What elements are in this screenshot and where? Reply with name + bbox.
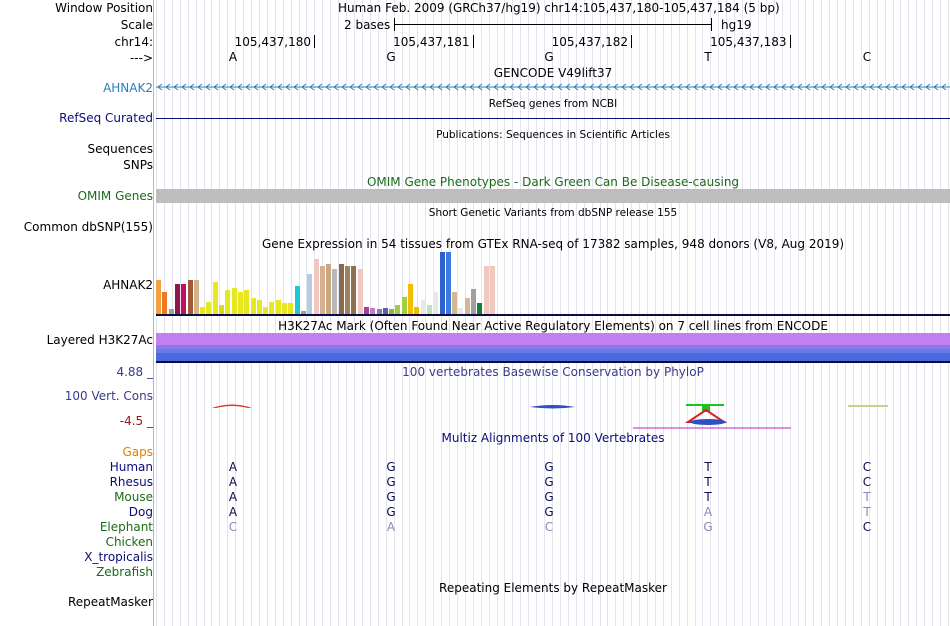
multiz-track-title: Multiz Alignments of 100 Vertebrates xyxy=(441,431,665,445)
gaps-label[interactable]: Gaps xyxy=(122,445,153,459)
scale-bar xyxy=(394,24,711,25)
aligned-base: G xyxy=(386,490,396,504)
gtex-tissue-bar[interactable] xyxy=(307,274,312,314)
species-label[interactable]: X_tropicalis xyxy=(84,550,153,564)
reference-base: C xyxy=(862,50,872,64)
gencode-track-title: GENCODE V49lift37 xyxy=(493,66,613,80)
gtex-tissue-bar[interactable] xyxy=(213,282,218,314)
gtex-tissue-bar[interactable] xyxy=(219,305,224,314)
aligned-base: C xyxy=(544,520,554,534)
gtex-tissue-bar[interactable] xyxy=(162,292,167,314)
refseq-track-label[interactable]: RefSeq Curated xyxy=(59,111,153,125)
gtex-tissue-bar[interactable] xyxy=(225,290,230,314)
aligned-base: A xyxy=(228,475,238,489)
aligned-base: G xyxy=(544,475,554,489)
h3k27ac-layer-1 xyxy=(156,333,950,345)
gtex-tissue-bar[interactable] xyxy=(326,264,331,314)
aligned-base: G xyxy=(544,505,554,519)
gtex-tissue-bar[interactable] xyxy=(276,300,281,314)
aligned-base: T xyxy=(704,460,712,474)
cons-bar-t xyxy=(686,404,724,406)
gtex-tissue-bar[interactable] xyxy=(364,307,369,314)
gtex-tissue-bar[interactable] xyxy=(408,284,413,314)
dbsnp-track-title: Short Genetic Variants from dbSNP release 155 xyxy=(428,207,678,219)
gtex-tissue-bar[interactable] xyxy=(477,303,482,314)
gtex-track-label[interactable]: AHNAK2 xyxy=(103,278,153,292)
gtex-tissue-bar[interactable] xyxy=(194,280,199,314)
gtex-tissue-bar[interactable] xyxy=(206,302,211,314)
repeatmasker-track-label[interactable]: RepeatMasker xyxy=(67,595,153,609)
gtex-tissue-bar[interactable] xyxy=(156,280,161,314)
aligned-base: T xyxy=(863,505,871,519)
gtex-tissue-bar[interactable] xyxy=(345,266,350,314)
gtex-expression-bars[interactable] xyxy=(156,252,536,314)
cons-bar-c xyxy=(848,405,888,407)
label-gutter-divider xyxy=(153,0,154,626)
gtex-tissue-bar[interactable] xyxy=(421,300,426,314)
gtex-tissue-bar[interactable] xyxy=(288,303,293,314)
h3k27ac-baseline xyxy=(156,361,950,363)
gtex-tissue-bar[interactable] xyxy=(395,305,400,314)
gencode-track-label[interactable]: AHNAK2 xyxy=(103,81,153,95)
gtex-tissue-bar[interactable] xyxy=(339,264,344,314)
scale-bar-right-tick xyxy=(711,18,712,31)
position-tick-label: 105,437,180 xyxy=(234,35,311,49)
gtex-tissue-bar[interactable] xyxy=(490,266,495,314)
gtex-tissue-bar[interactable] xyxy=(440,252,445,314)
gtex-track-title: Gene Expression in 54 tissues from GTEx RNA-seq of 17382 samples, 948 donors (V8, Aug 2019) xyxy=(261,237,845,251)
refseq-track-title: RefSeq genes from NCBI xyxy=(488,98,618,110)
gtex-tissue-bar[interactable] xyxy=(358,269,363,314)
aligned-base: T xyxy=(704,475,712,489)
aligned-base: G xyxy=(386,460,396,474)
reference-base: G xyxy=(544,50,554,64)
reference-base: T xyxy=(704,50,712,64)
chrom-label: chr14: xyxy=(114,35,153,49)
aligned-base: G xyxy=(544,460,554,474)
aligned-base: C xyxy=(862,460,872,474)
aligned-base: A xyxy=(386,520,396,534)
gtex-tissue-bar[interactable] xyxy=(351,266,356,314)
window-position-label: Window Position xyxy=(55,1,153,15)
omim-feature-bar[interactable] xyxy=(156,189,950,203)
repeatmasker-track-title: Repeating Elements by RepeatMasker xyxy=(439,581,667,595)
position-tick xyxy=(314,35,315,48)
species-label[interactable]: Elephant xyxy=(99,520,153,534)
gtex-tissue-bar[interactable] xyxy=(402,297,407,314)
gtex-tissue-bar[interactable] xyxy=(484,266,489,314)
publications-track-title: Publications: Sequences in Scientific Articles xyxy=(436,129,670,141)
species-label[interactable]: Rhesus xyxy=(109,475,153,489)
gtex-tissue-bar[interactable] xyxy=(238,292,243,314)
gtex-tissue-bar[interactable] xyxy=(446,252,451,314)
gtex-baseline xyxy=(156,314,950,316)
gtex-tissue-bar[interactable] xyxy=(200,307,205,314)
scale-label: Scale xyxy=(120,18,153,32)
h3k27ac-track-title: H3K27Ac Mark (Often Found Near Active Regulatory Elements) on 7 cell lines from ENCODE xyxy=(278,319,828,333)
h3k27ac-track-label[interactable]: Layered H3K27Ac xyxy=(46,333,153,347)
gtex-tissue-bar[interactable] xyxy=(471,289,476,314)
gtex-tissue-bar[interactable] xyxy=(314,259,319,314)
cons-track-label[interactable]: 100 Vert. Cons xyxy=(64,389,153,403)
position-tick xyxy=(790,35,791,48)
cons-max-label: 4.88 _ xyxy=(116,365,153,379)
aligned-base: C xyxy=(228,520,238,534)
refseq-gene-feature[interactable] xyxy=(156,118,950,119)
aligned-base: A xyxy=(703,505,713,519)
cons-min-label: -4.5 _ xyxy=(119,414,153,428)
aligned-base: C xyxy=(862,475,872,489)
species-label[interactable]: Dog xyxy=(128,505,153,519)
species-label[interactable]: Chicken xyxy=(105,535,153,549)
position-tick-label: 105,437,182 xyxy=(551,35,628,49)
aligned-base: A xyxy=(228,490,238,504)
cons-track-title: 100 vertebrates Basewise Conservation by PhyloP xyxy=(402,365,704,379)
aligned-base: G xyxy=(386,505,396,519)
species-label[interactable]: Human xyxy=(109,460,153,474)
cons-dip-g xyxy=(530,405,575,409)
aligned-base: G xyxy=(703,520,713,534)
gtex-tissue-bar[interactable] xyxy=(263,307,268,314)
position-tick-label: 105,437,181 xyxy=(393,35,470,49)
gtex-tissue-bar[interactable] xyxy=(427,305,432,314)
gtex-tissue-bar[interactable] xyxy=(232,288,237,314)
omim-track-title: OMIM Gene Phenotypes - Dark Green Can Be Disease-causing xyxy=(366,175,740,189)
scale-bar-left-tick xyxy=(394,18,395,31)
gencode-gene-feature[interactable] xyxy=(156,80,950,94)
position-tick-label: 105,437,183 xyxy=(710,35,787,49)
gtex-tissue-bar[interactable] xyxy=(282,303,287,314)
h3k27ac-signal-layers[interactable] xyxy=(156,333,950,361)
strand-arrow-label: ---> xyxy=(129,51,153,65)
aligned-base: A xyxy=(228,460,238,474)
gtex-tissue-bar[interactable] xyxy=(465,298,470,314)
species-label[interactable]: Mouse xyxy=(114,490,153,504)
position-tick xyxy=(473,35,474,48)
gtex-tissue-bar[interactable] xyxy=(433,292,438,314)
snps-track-label[interactable]: SNPs xyxy=(123,158,153,172)
aligned-base: A xyxy=(228,505,238,519)
aligned-base: C xyxy=(862,520,872,534)
gtex-tissue-bar[interactable] xyxy=(188,280,193,314)
aligned-base: T xyxy=(704,490,712,504)
h3k27ac-layer-4 xyxy=(156,353,950,361)
gtex-tissue-bar[interactable] xyxy=(181,284,186,314)
assembly-position-text: Human Feb. 2009 (GRCh37/hg19) chr14:105,437,180-105,437,184 (5 bp) xyxy=(338,1,780,15)
omim-track-label[interactable]: OMIM Genes xyxy=(77,189,153,203)
gtex-tissue-bar[interactable] xyxy=(320,266,325,314)
gtex-tissue-bar[interactable] xyxy=(332,269,337,314)
gtex-tissue-bar[interactable] xyxy=(295,286,300,314)
gtex-tissue-bar[interactable] xyxy=(452,292,457,314)
conservation-plot[interactable] xyxy=(156,398,950,432)
gtex-tissue-bar[interactable] xyxy=(269,302,274,314)
aligned-base: T xyxy=(863,490,871,504)
scale-value: 2 bases xyxy=(344,18,391,32)
gtex-tissue-bar[interactable] xyxy=(244,290,249,314)
cons-peak-a xyxy=(212,405,252,409)
dbsnp-track-label[interactable]: Common dbSNP(155) xyxy=(23,220,153,234)
species-label[interactable]: Zebrafish xyxy=(96,565,153,579)
position-tick xyxy=(631,35,632,48)
gtex-tissue-bar[interactable] xyxy=(414,307,419,314)
reference-base: A xyxy=(228,50,238,64)
publications-track-label[interactable]: Sequences xyxy=(87,142,153,156)
reference-base: G xyxy=(386,50,396,64)
aligned-base: G xyxy=(386,475,396,489)
gtex-tissue-bar[interactable] xyxy=(251,298,256,314)
scale-assembly: hg19 xyxy=(721,18,752,32)
aligned-base: G xyxy=(544,490,554,504)
gtex-tissue-bar[interactable] xyxy=(257,300,262,314)
gtex-tissue-bar[interactable] xyxy=(175,284,180,314)
